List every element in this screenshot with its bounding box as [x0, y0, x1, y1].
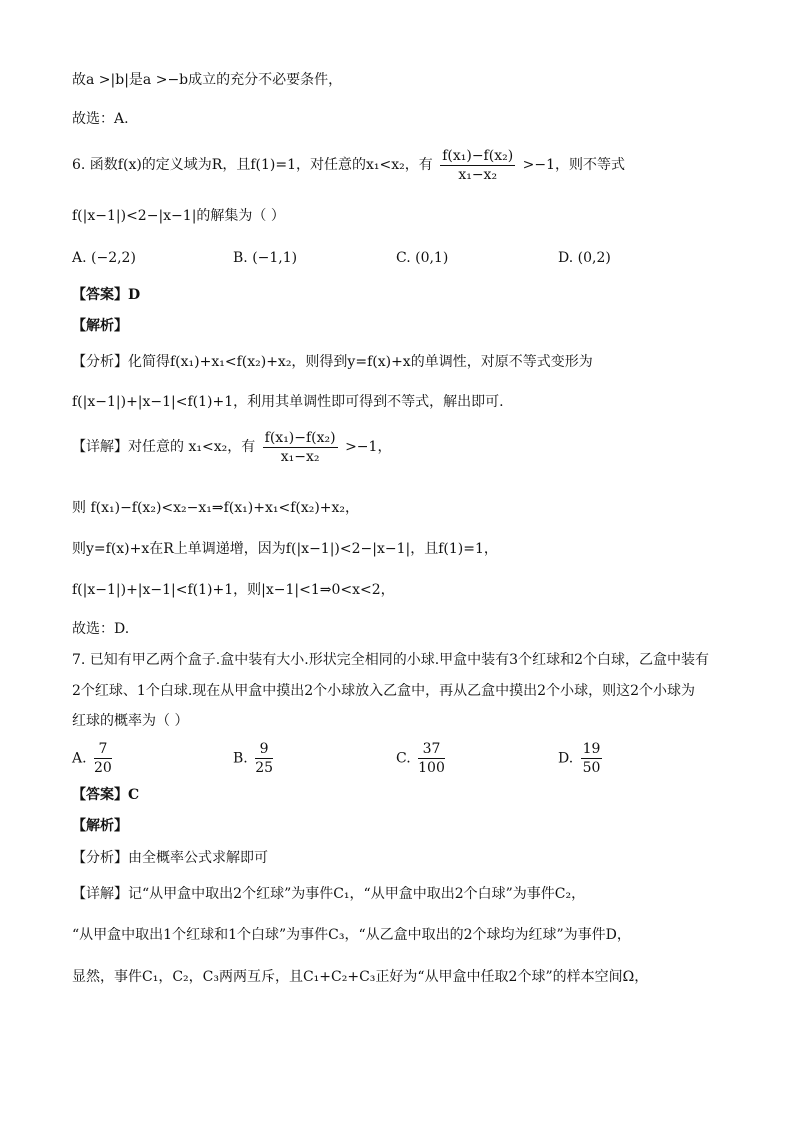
detail-line: “从甲盒中取出1个红球和1个白球”为事件C₃，“从乙盒中取出的2个球均为红球”为事件D， — [72, 927, 631, 943]
fraction-denominator: x₁−x₂ — [458, 166, 498, 183]
fraction-numerator: 9 — [255, 740, 273, 759]
text-segment: 【详解】对任意的 x₁<x₂，有 — [72, 439, 256, 455]
question-7-stem: 红球的概率为（ ） — [72, 713, 189, 729]
analysis-line: f(|x−1|)+|x−1|<f(1)+1，利用其单调性即可得到不等式，解出即可. — [72, 394, 504, 410]
analysis-line: 【分析】由全概率公式求解即可 — [72, 850, 268, 866]
fraction-denominator: x₁−x₂ — [280, 448, 320, 465]
fraction — [440, 147, 515, 184]
text-segment: >−1，则不等式 — [522, 157, 625, 173]
fraction-numerator: 19 — [582, 741, 601, 757]
detail-line: 【详解】记“从甲盒中取出2个红球”为事件C₁，“从甲盒中取出2个白球”为事件C₂， — [72, 886, 586, 902]
option-b — [233, 740, 276, 777]
option-label: A. — [72, 750, 87, 767]
analysis-line: 【分析】化简得f(x₁)+x₁<f(x₂)+x₂，则得到y=f(x)+x的单调性，对原不等式变形为 — [72, 354, 593, 370]
fraction — [418, 740, 445, 777]
fraction-denominator: 20 — [94, 760, 112, 776]
detail-line: f(|x−1|)+|x−1|<f(1)+1，则|x−1|<1⇒0<x<2， — [72, 582, 395, 598]
text-segment: 6. 函数f(x)的定义域为R，且f(1)=1，对任意的x₁<x₂，有 — [72, 157, 433, 173]
fraction — [255, 740, 273, 777]
fraction-denominator: 100 — [418, 760, 445, 776]
detail-line: 则y=f(x)+x在R上单调递增，因为f(|x−1|)<2−|x−1|，且f(1)=1， — [72, 541, 498, 557]
analysis-label: 【解析】 — [72, 318, 128, 334]
fraction-numerator: 37 — [418, 740, 445, 759]
option-c — [396, 740, 448, 777]
fraction — [581, 740, 603, 777]
option-c: C. (0,1) — [396, 250, 449, 266]
answer-label: 【答案】D — [72, 287, 141, 303]
fraction-numerator: 7 — [94, 740, 112, 759]
fraction-numerator: f(x₁)−f(x₂) — [442, 147, 514, 164]
fraction — [94, 740, 112, 777]
detail-line — [72, 428, 391, 466]
option-d: D. (0,2) — [558, 250, 611, 266]
text-line: 故选：A. — [72, 111, 129, 127]
question-7-stem: 2个红球、1个白球.现在从甲盒中摸出2个小球放入乙盒中，再从乙盒中摸出2个小球，则这2个小球为 — [72, 683, 695, 699]
fraction — [263, 429, 338, 466]
detail-line: 则 f(x₁)−f(x₂)<x₂−x₁⇒f(x₁)+x₁<f(x₂)+x₂， — [72, 500, 360, 516]
detail-line: 显然，事件C₁，C₂，C₃两两互斥，且C₁+C₂+C₃正好为“从甲盒中任取2个球”的样本空间Ω， — [72, 969, 649, 985]
analysis-label: 【解析】 — [72, 818, 128, 834]
fraction-numerator: f(x₁)−f(x₂) — [264, 429, 336, 446]
text-segment: >−1， — [345, 439, 392, 455]
question-6-stem-line2: f(|x−1|)<2−|x−1|的解集为（ ） — [72, 208, 285, 224]
fraction-denominator: 25 — [255, 760, 274, 776]
text-line: 故a >|b|是a >−b成立的充分不必要条件， — [72, 72, 343, 88]
option-b: B. (−1,1) — [233, 250, 298, 266]
option-label: D. — [558, 750, 574, 767]
option-label: C. — [396, 750, 411, 767]
detail-line: 故选：D. — [72, 621, 130, 637]
answer-label: 【答案】C — [72, 787, 140, 803]
option-a — [72, 740, 115, 777]
option-a: A. (−2,2) — [72, 250, 136, 266]
option-d — [558, 740, 605, 777]
fraction-denominator: 50 — [582, 760, 601, 776]
option-label: B. — [233, 750, 248, 767]
question-7-stem: 7. 已知有甲乙两个盒子.盒中装有大小.形状完全相同的小球.甲盒中装有3个红球和2个白球，乙盒中装有 — [72, 652, 709, 668]
question-6-stem — [72, 146, 625, 184]
